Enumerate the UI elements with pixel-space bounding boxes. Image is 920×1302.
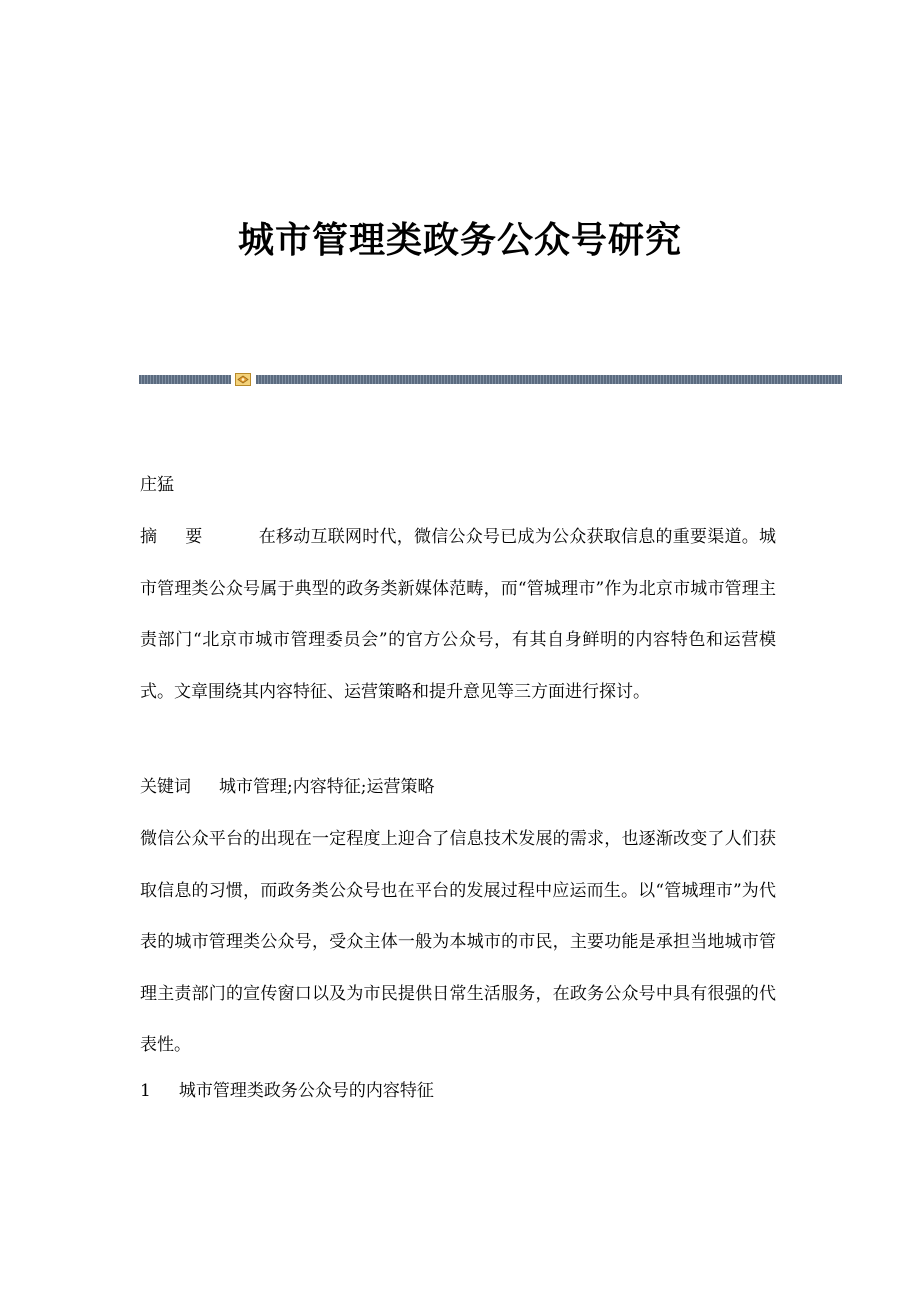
keywords-label: 关键词 <box>140 777 191 797</box>
abstract-text: 在移动互联网时代，微信公众号已成为公众获取信息的重要渠道。城市管理类公众号属于典型的政务类新媒体范畴，而“管城理市”作为北京市城市管理主责部门“北京市城市管理委员会”的官方公众号，有其自身鲜明的内容特色和运营模式。文章围绕其内容特征、运营策略和提升意见等三方面进行探讨。 <box>140 527 776 702</box>
section-number: 1 <box>140 1081 151 1101</box>
body-paragraph: 微信公众平台的出现在一定程度上迎合了信息技术发展的需求，也逐渐改变了人们获取信息的习惯，而政务类公众号也在平台的发展过程中应运而生。以“管城理市”为代表的城市管理类公众号，受众主体一般为本城市的市民，主要功能是承担当地城市管理主责部门的宣传窗口以及为市民提供日常生活服务，在政务公众号中具有很强的代表性。 <box>140 829 776 1055</box>
document-title: 城市管理类政务公众号研究 <box>237 219 682 261</box>
keywords-text: 城市管理;内容特征;运营策略 <box>219 777 435 797</box>
divider-bar-right <box>256 375 842 384</box>
keywords-line <box>140 762 776 814</box>
section-heading <box>140 1066 776 1118</box>
divider-ornament-icon <box>235 373 251 386</box>
author-name: 庄猛 <box>140 475 174 495</box>
title-divider <box>139 375 842 384</box>
divider-bar-left <box>139 375 231 384</box>
section-heading-text: 城市管理类政务公众号的内容特征 <box>178 1081 434 1101</box>
abstract-paragraph <box>140 512 776 718</box>
abstract-label: 摘要 <box>140 527 231 547</box>
